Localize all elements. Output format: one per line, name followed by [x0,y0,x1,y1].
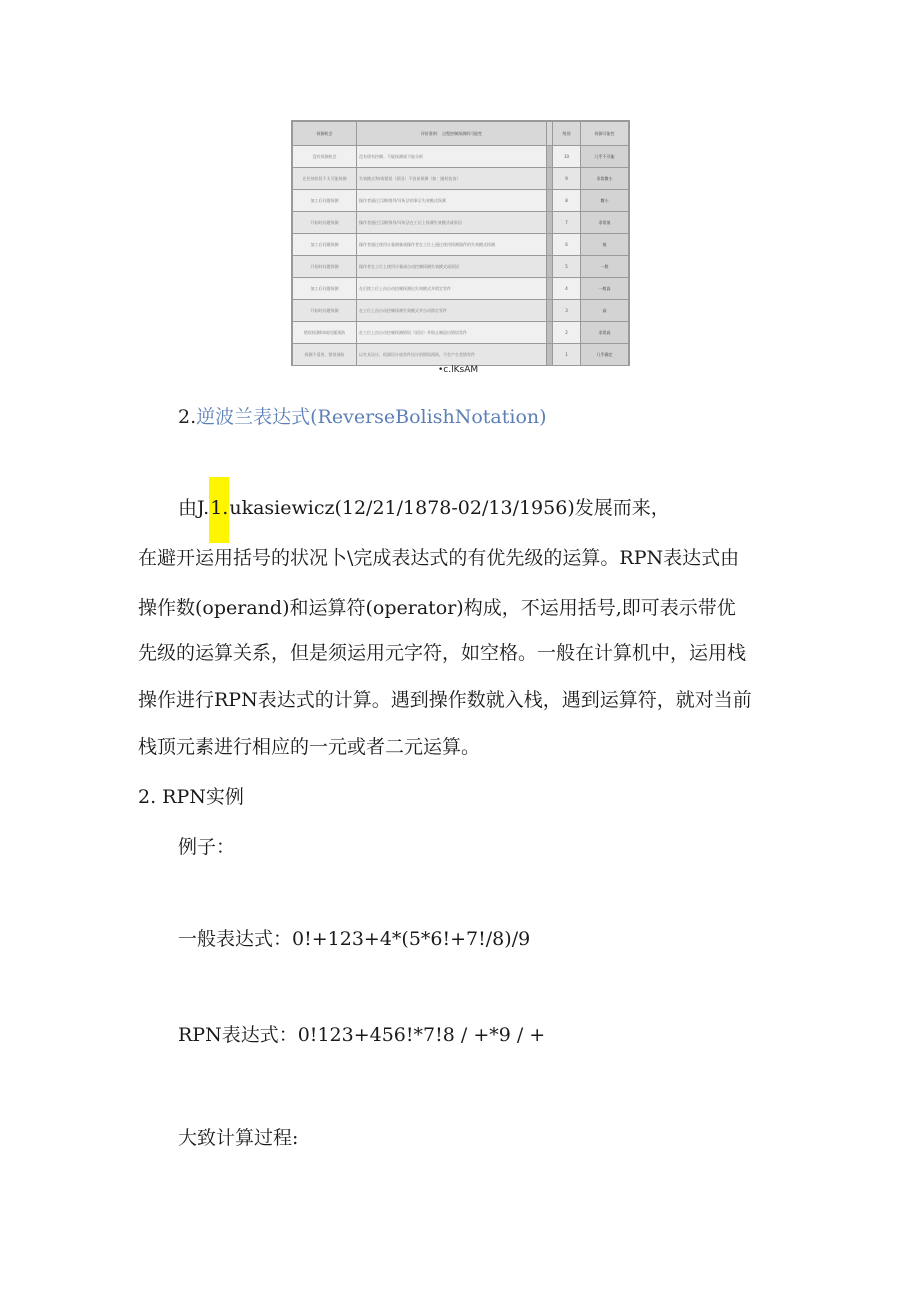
table-cell: 操作者通过目测/排列/耳听法的事后失效模式探测 [357,190,547,212]
paragraph-line-2: 在避开运用括号的状况卜\完成表达式的有优先级的运算。RPN表达式由 [138,547,740,569]
table-cell: 高 [581,300,629,322]
paragraph-text: 由J. [178,497,210,519]
table-cell: 操作者通过目测/排列/耳听法在工位上探测失效模式或原因 [357,212,547,234]
table-cell: 在工位上由自动控制探测错误（原因）并防止制造出错误零件 [357,322,547,344]
table-row [293,190,629,212]
table-cell: 没有现有控制；不能探测或不能分析 [357,146,547,168]
table-cell: 低 [581,234,629,256]
table-row [293,234,629,256]
table-header-row [293,122,629,146]
table-cell: 操作者在工位上使用计量或自动控制探测失效模式或原因 [357,256,547,278]
table-header-cell: 探测机会 [293,122,357,146]
table-cell: 加工后问题探测 [293,278,357,300]
general-expression: 一般表达式：0!+123+4*(5*6!+7!/8)/9 [178,928,531,950]
highlighted-text: 1. [209,477,229,543]
table-cell: 失效模式和/或错误（原因）不容易探测（如：随机检查） [357,168,547,190]
table-cell: 2 [553,322,581,344]
table-header-cell: 探测可能性 [581,122,629,146]
paragraph-line-3: 操作数(operand)和运算符(operator)构成，不运用括号,即可表示带优 [138,597,736,619]
paragraph-line-5: 操作进行RPN表达式的计算。遇到操作数就入栈，遇到运算符，就对当前 [138,689,752,711]
table-cell: 开始时问题探测 [293,212,357,234]
table-cell: 非常高 [581,322,629,344]
table-header-cell: 评价准则： 过程控制探测的可能性 [357,122,547,146]
table-row [293,344,629,366]
table-cell: 加工后问题探测 [293,190,357,212]
table-cell: 没有探测机会 [293,146,357,168]
table-cell: 在后续工位上由自动控制探测出失效模式并锁定零件 [357,278,547,300]
table-cell: 一般高 [581,278,629,300]
table-row [293,212,629,234]
table-caption: •c.lKsAM [438,365,479,375]
detection-rating-table-image [291,120,630,366]
table-cell: 一般 [581,256,629,278]
table-row [293,300,629,322]
paragraph-line-1 [178,483,670,533]
table-cell: 9 [553,168,581,190]
table-cell: 在任何阶段不太可能探测 [293,168,357,190]
table-row [293,256,629,278]
table-header-cell: 级别 [553,122,581,146]
paragraph-text: ukasiewicz(12/21/1878-02/13/1956)发展而来， [229,497,670,519]
table-cell: 几乎确定 [581,344,629,366]
example-label: 例子： [178,836,236,858]
table-cell: 非常微小 [581,168,629,190]
table-cell: 5 [553,256,581,278]
heading-number: 2. [178,406,197,428]
table-cell: 7 [553,212,581,234]
table-cell: 4 [553,278,581,300]
table-cell: 在工位上由自动控制探测失效模式并自动锁定零件 [357,300,547,322]
table-cell: 微小 [581,190,629,212]
table-cell: 开始时问题探测 [293,256,357,278]
table-cell: 1 [553,344,581,366]
table-row [293,278,629,300]
table-row [293,168,629,190]
table-cell: 3 [553,300,581,322]
table-cell: 非常低 [581,212,629,234]
table-cell: 以夹具设计、机器设计或零件设计的错误预防，不会产生差错零件 [357,344,547,366]
heading-title-link[interactable]: 逆波兰表达式(ReverseBolishNotation) [196,406,547,428]
table-cell: 8 [553,190,581,212]
table-cell: 加工后问题探测 [293,234,357,256]
table-cell: 错误探测和/或问题预防 [293,322,357,344]
table-row [293,146,629,168]
section-2-title: 2. RPN实例 [138,786,244,808]
paragraph-line-6: 栈顶元素进行相应的一元或者二元运算。 [138,736,481,758]
table-cell: 操作者通过使用计量测量或操作者在工位上通过使用探测器件的失效模式探测 [357,234,547,256]
table-cell: 6 [553,234,581,256]
table-cell: 开始时问题探测 [293,300,357,322]
section-heading [178,402,547,429]
calculation-process-label: 大致计算过程: [178,1127,299,1149]
paragraph-line-4: 先级的运算关系，但是须运用元字符，如空格。一般在计算机中，运用栈 [138,642,747,664]
table-cell: 10 [553,146,581,168]
detection-rating-table [292,121,629,366]
table-cell: 几乎不可能 [581,146,629,168]
table-row [293,322,629,344]
table-cell: 探测不适用，错误预防 [293,344,357,366]
rpn-expression: RPN表达式：0!123+456!*7!8 / +*9 / + [178,1024,546,1046]
